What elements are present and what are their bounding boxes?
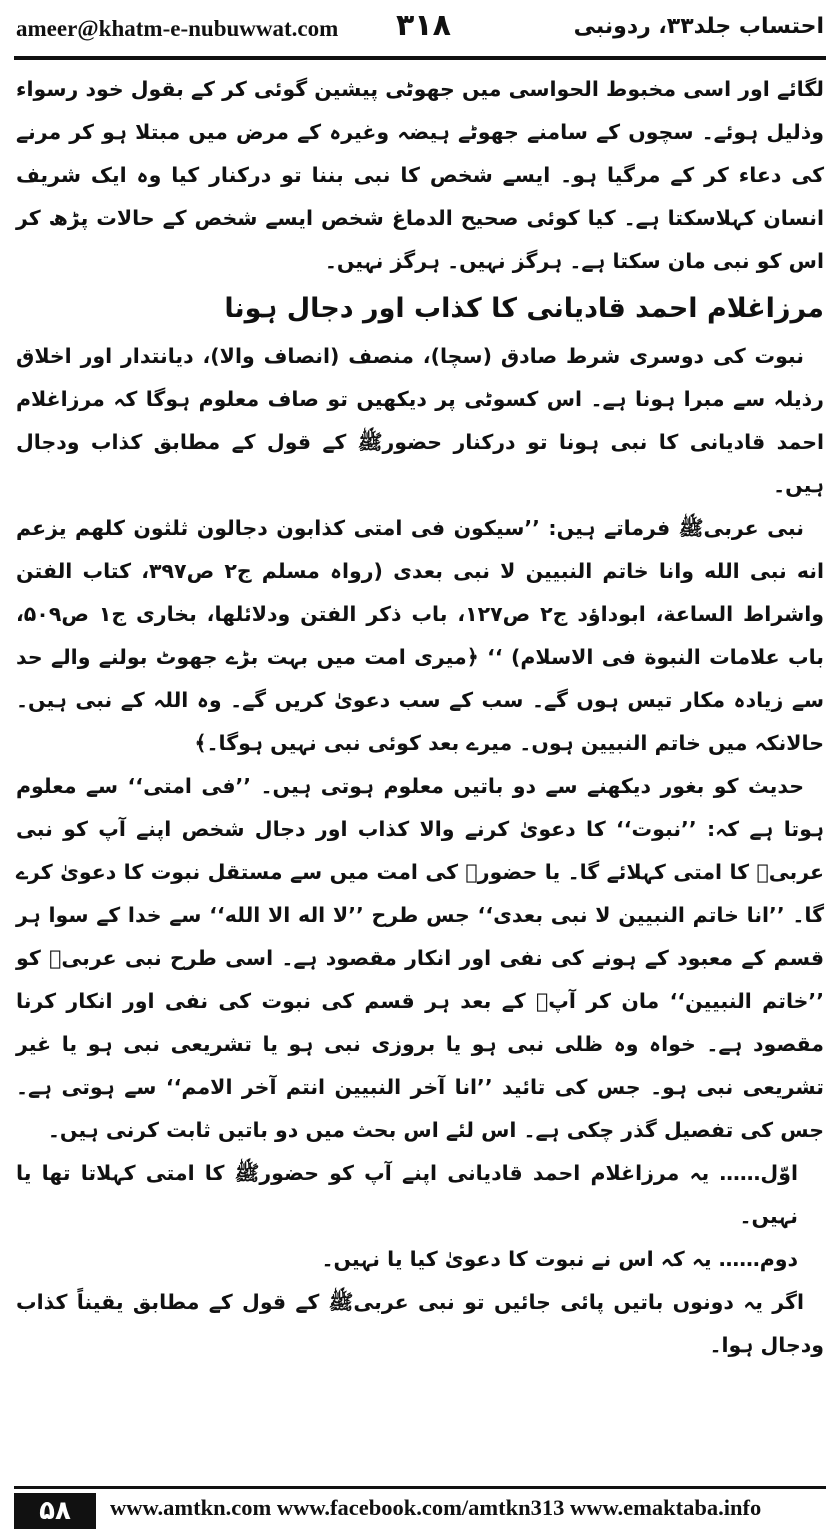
running-title: احتساب جلد۳۳، ردونبی (573, 14, 824, 39)
page-header (14, 6, 826, 60)
footer-links: www.amtkn.com www.facebook.com/amtkn313 www.emaktaba.info (110, 1495, 762, 1520)
paragraph-hadith-analysis: حدیث کو بغور دیکھنے سے دو باتیں معلوم ہوتی ہیں۔ ’’فی امتی‘‘ سے معلوم ہوتا ہے کہ: ’’نبوت‘‘ کا دعویٰ کرنے والا کذاب اور دجال شخص اپنے آپ کو نبی عربیﷺ کا امتی کہلائے گا۔ یا حضورﷺ کی امت میں سے مستقل نبوت کا دعویٰ کرے گا۔ ’’انا خاتم النبیین لا نبی بعدی‘‘ جس طرح ’’لا اله الا الله‘‘ سے خدا کے سوا ہر قسم کے معبود کے ہونے کی نفی اور انکار مقصود ہے۔ اسی طرح نبی عربیﷺ کو ’’خاتم النبیین‘‘ مان کر آپؐ کے بعد ہر قسم کی نبوت کی نفی اور انکار کرنا مقصود ہے۔ خواہ وہ ظلی نبی ہو یا بروزی نبی ہو یا تشریعی نبی ہو یا غیر تشریعی نبی ہو۔ جس کی تائید ’’انا آخر النبیین انتم آخر الامم‘‘ سے ہوتی ہے۔ جس کی تفصیل گذر چکی ہے۔ اس لئے اس بحث میں دو باتیں ثابت کرنی ہیں۔ (16, 774, 824, 1142)
paragraph-prophethood-condition: نبوت کی دوسری شرط صادق (سچا)، منصف (انصاف والا)، دیانتدار اور اخلاق رذیلہ سے مبرا ہونا ہے۔ اس کسوٹی پر دیکھیں تو صاف معلوم ہوگا کہ مرزاغلام احمد قادیانی کا نبی ہونا تو درکنار حضورﷺ کے قول کے مطابق کذاب ودجال ہیں۔ (16, 344, 824, 497)
section-heading: مرزاغلام احمد قادیانی کا کذاب اور دجال ہونا (224, 293, 824, 324)
paragraph-hadith: نبی عربیﷺ فرماتے ہیں: ’’سیکون فی امتی کذابون دجالون ثلثون کلهم یزعم انه نبی الله وانا خاتم النبیین لا نبی بعدی (رواہ مسلم ج۲ ص۳۹۷، کتاب الفتن واشراط الساعة، ابوداؤد ج۲ ص۱۲۷، باب ذکر الفتن ودلائلها، بخاری ج۱ ص۵۰۹، باب علامات النبوة فی الاسلام) ‘‘ ﴿میری امت میں بہت بڑے جھوٹ بولنے والے حد سے زیادہ مکار تیس ہوں گے۔ سب کے سب دعویٰ کریں گے۔ وہ اللہ کے نبی ہیں۔ حالانکہ میں خاتم النبیین ہوں۔ میرے بعد کوئی نبی نہیں ہوگا۔﴾ (16, 516, 825, 755)
header-page-number: ۳۱۸ (396, 8, 451, 43)
page-footer (14, 1486, 826, 1529)
footer-page-number: ۵۸ (14, 1493, 96, 1529)
header-email: ameer@khatm-e-nubuwwat.com (16, 16, 339, 41)
page-content (16, 68, 824, 1367)
list-item-first: اوّل…… یہ مرزاغلام احمد قادیانی اپنے آپ کو حضورﷺ کا امتی کہلاتا تھا یا نہیں۔ (16, 1161, 798, 1228)
list-item-second: دوم…… یہ کہ اس نے نبوت کا دعویٰ کیا یا نہیں۔ (321, 1247, 798, 1271)
paragraph-conclusion: اگر یہ دونوں باتیں پائی جائیں تو نبی عربیﷺ کے قول کے مطابق یقیناً کذاب ودجال ہوا۔ (16, 1290, 824, 1357)
paragraph-continuation: لگائے اور اسی مخبوط الحواسی میں جھوٹی پیشین گوئی کر کے بقول خود رسواء وذلیل ہوئے۔ سچوں کے سامنے جھوٹے ہیضہ وغیرہ کے مرض میں مبتلا ہو کر مرنے کی دعاء کر کے مرگیا ہو۔ ایسے شخص کا نبی بننا تو درکنار کیا وہ ایک شریف انسان کہلاسکتا ہے۔ کیا کوئی صحیح الدماغ شخص ایسے شخص کے حالات پڑھ کر اس کو نبی مان سکتا ہے۔ ہرگز نہیں۔ ہرگز نہیں۔ (16, 77, 824, 273)
